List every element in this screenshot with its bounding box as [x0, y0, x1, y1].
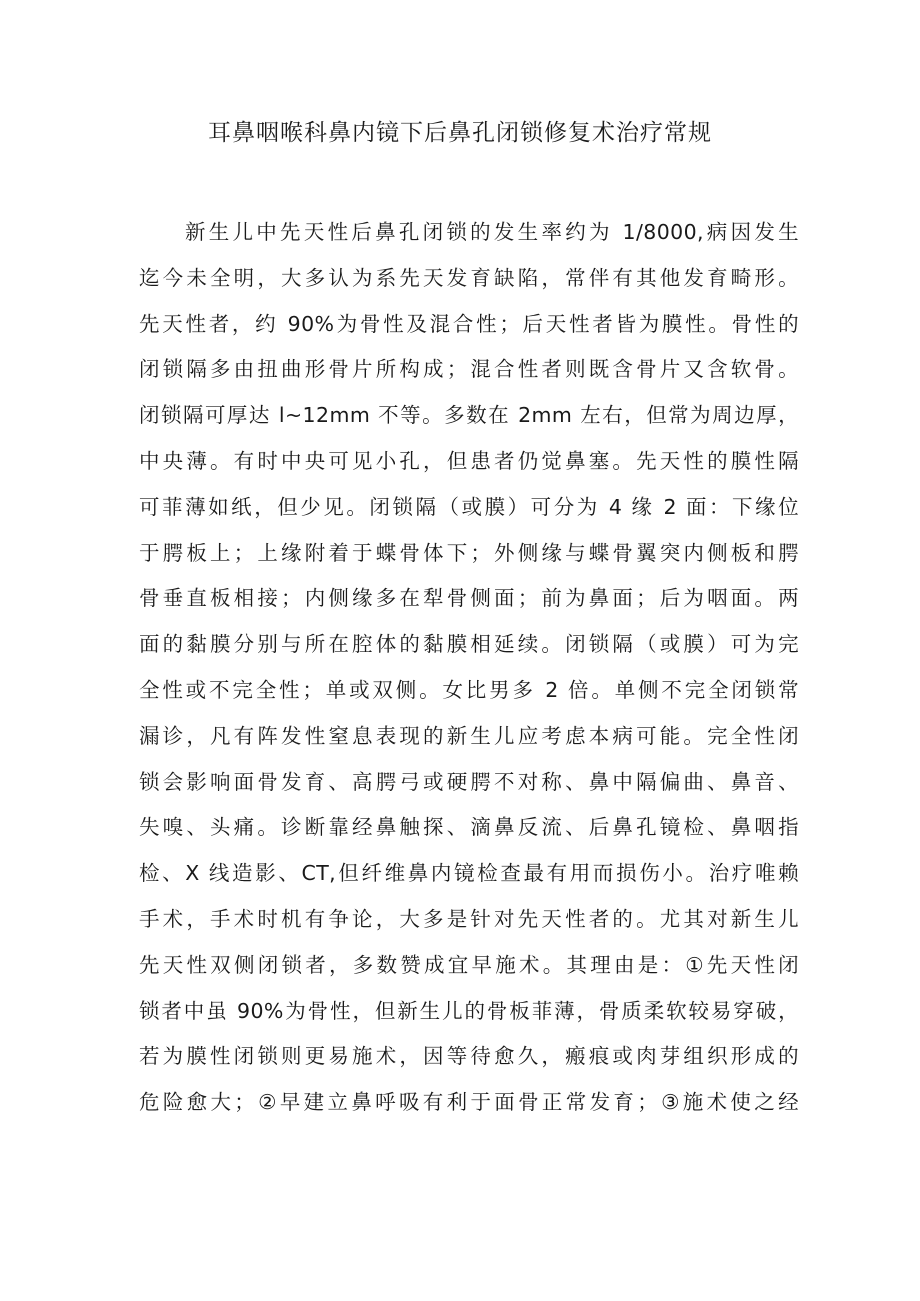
paragraph-line: 全性或不完全性；单或双侧。女比男多 2 倍。单侧不完全闭锁常: [139, 677, 799, 702]
paragraph-line: 骨垂直板相接；内侧缘多在犁骨侧面；前为鼻面；后为咽面。两: [139, 586, 799, 611]
paragraph-line: 危险愈大；②早建立鼻呼吸有利于面骨正常发育；③施术使之经: [139, 1090, 799, 1115]
paragraph-line: 锁会影响面骨发育、高腭弓或硬腭不对称、鼻中隔偏曲、鼻音、: [139, 769, 799, 794]
paragraph-line: 迄今未全明，大多认为系先天发育缺陷，常伴有其他发育畸形。: [139, 265, 799, 290]
paragraph-line: 漏诊，凡有阵发性窒息表现的新生儿应考虑本病可能。完全性闭: [139, 723, 799, 748]
paragraph-line: 先天性者，约 90%为骨性及混合性；后天性者皆为膜性。骨性的: [139, 311, 799, 336]
paragraph-line: 失嗅、头痛。诊断靠经鼻触探、滴鼻反流、后鼻孔镜检、鼻咽指: [139, 815, 799, 840]
paragraph-line: 于腭板上；上缘附着于蝶骨体下；外侧缘与蝶骨翼突内侧板和腭: [139, 540, 799, 565]
paragraph-line: 面的黏膜分别与所在腔体的黏膜相延续。闭锁隔（或膜）可为完: [139, 632, 799, 657]
paragraph-line: 锁者中虽 90%为骨性，但新生儿的骨板菲薄，骨质柔软较易穿破，: [139, 998, 799, 1023]
paragraph-line: 可菲薄如纸，但少见。闭锁隔（或膜）可分为 4 缘 2 面：下缘位: [139, 494, 799, 519]
paragraph-line: 闭锁隔可厚达 l~12mm 不等。多数在 2mm 左右，但常为周边厚，: [139, 403, 799, 428]
paragraph-line: 新生儿中先天性后鼻孔闭锁的发生率约为 1/8000,病因发生: [185, 220, 799, 244]
paragraph-line: 检、X 线造影、CT,但纤维鼻内镜检查最有用而损伤小。治疗唯赖: [139, 861, 799, 886]
paragraph-line: 闭锁隔多由扭曲形骨片所构成；混合性者则既含骨片又含软骨。: [139, 357, 799, 382]
document-body: [139, 210, 799, 1126]
paragraph-line: 中央薄。有时中央可见小孔，但患者仍觉鼻塞。先天性的膜性隔: [139, 448, 799, 473]
document-title: 耳鼻咽喉科鼻内镜下后鼻孔闭锁修复术治疗常规: [208, 120, 712, 146]
paragraph-line: 手术，手术时机有争论，大多是针对先天性者的。尤其对新生儿: [139, 906, 799, 931]
paragraph-line: 先天性双侧闭锁者，多数赞成宜早施术。其理由是：①先天性闭: [139, 952, 799, 977]
paragraph-line: 若为膜性闭锁则更易施术，因等待愈久，瘢痕或肉芽组织形成的: [139, 1044, 799, 1069]
